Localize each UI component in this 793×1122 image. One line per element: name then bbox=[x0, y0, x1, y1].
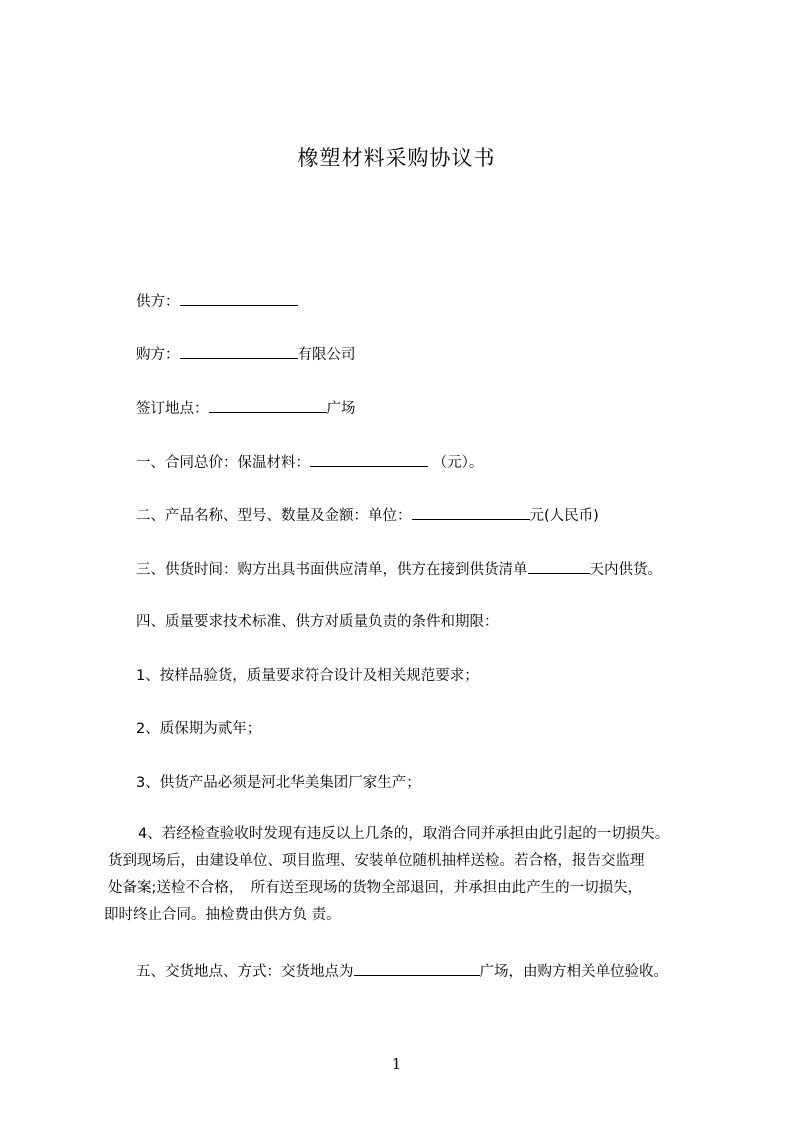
clause-3-suffix: 天内供货。 bbox=[589, 562, 662, 578]
clause-2-blank[interactable] bbox=[412, 505, 530, 520]
location-blank[interactable] bbox=[209, 398, 327, 413]
supplier-line bbox=[136, 291, 298, 312]
page-number: 1 bbox=[391, 1055, 402, 1073]
clause-5-label: 五、交货地点、方式：交货地点为 bbox=[136, 964, 354, 980]
clause-3 bbox=[136, 559, 662, 580]
clause-5 bbox=[136, 961, 668, 982]
supplier-blank[interactable] bbox=[180, 291, 298, 306]
location-suffix: 广场 bbox=[326, 401, 356, 417]
document-title: 橡塑材料采购协议书 bbox=[297, 146, 496, 170]
clause-4-item-4-line-4: 即时终止合同。抽检费由供方负 责。 bbox=[104, 907, 341, 923]
clause-1-label: 一、合同总价：保温材料： bbox=[136, 455, 310, 471]
clause-5-blank[interactable] bbox=[354, 961, 480, 976]
clause-3-label: 三、供货时间：购方出具书面供应清单，供方在接到供货清单 bbox=[136, 562, 528, 578]
clause-5-suffix: 广场，由购方相关单位验收。 bbox=[479, 964, 668, 980]
clause-4-item-4-line-2: 货到现场后，由建设单位、项目监理、安装单位随机抽样送检。若合格，报告交监理 bbox=[108, 853, 645, 869]
buyer-suffix: 有限公司 bbox=[297, 347, 356, 363]
clause-4-item-1: 1、按样品验货，质量要求符合设计及相关规范要求； bbox=[136, 668, 479, 684]
clause-4-heading: 四、质量要求技术标准、供方对质量负责的条件和期限： bbox=[136, 614, 499, 630]
clause-4-item-4-line-1: 4、若经检查验收时发现有违反以上几条的，取消合同并承担由此引起的一切损失。 bbox=[138, 826, 670, 842]
location-line bbox=[136, 398, 356, 419]
clause-2-label: 二、产品名称、型号、数量及金额：单位： bbox=[136, 508, 412, 524]
clause-2-suffix: 元(人民币) bbox=[529, 508, 599, 524]
clause-4-item-2: 2、质保期为贰年； bbox=[136, 721, 262, 737]
supplier-label: 供方： bbox=[136, 294, 180, 310]
clause-3-blank[interactable] bbox=[528, 559, 590, 574]
clause-2 bbox=[136, 505, 599, 526]
buyer-blank[interactable] bbox=[180, 344, 298, 359]
buyer-line bbox=[136, 344, 356, 365]
clause-1 bbox=[136, 452, 483, 473]
clause-1-suffix: （元）。 bbox=[432, 455, 484, 471]
buyer-label: 购方： bbox=[136, 347, 180, 363]
location-label: 签订地点： bbox=[136, 401, 209, 417]
clause-4-item-4 bbox=[104, 821, 784, 929]
clause-4-item-4-line-3: 处备案;送检不合格， 所有送至现场的货物全部退回，并承担由此产生的一切损失， bbox=[108, 880, 643, 896]
clause-1-blank[interactable] bbox=[310, 452, 428, 467]
clause-4-item-3: 3、供货产品必须是河北华美集团厂家生产； bbox=[136, 775, 421, 791]
